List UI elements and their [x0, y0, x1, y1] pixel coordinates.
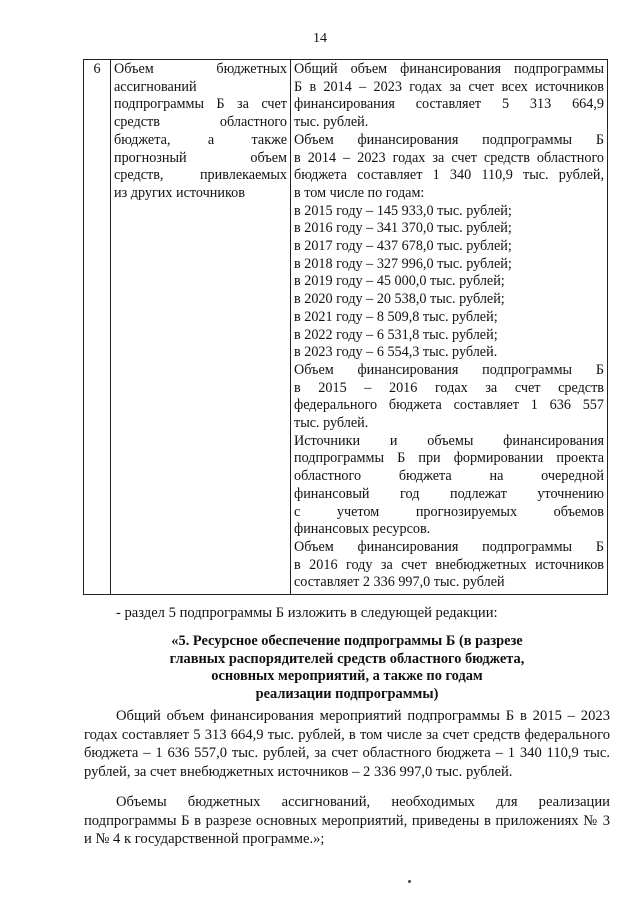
heading-line: основных мероприятий, а также по годам — [211, 668, 483, 685]
content-line: в 2015 – 2016 годах за счет средств — [294, 379, 604, 396]
content-line: Объем финансирования подпрограммы Б — [294, 361, 604, 378]
content-line: областного бюджета на очередной — [294, 468, 604, 485]
content-line: бюджета составляет 1 340 110,9 тыс. рублей, — [294, 167, 604, 184]
table-row — [84, 60, 608, 595]
content-line: Объем финансирования подпрограммы Б — [294, 131, 604, 148]
content-line: тыс. рублей. — [294, 114, 369, 131]
content-line: в 2019 году – 45 000,0 тыс. рублей; — [294, 273, 505, 290]
content-line: финансовый год подлежат уточнению — [294, 485, 604, 502]
content-line: в 2020 году – 20 538,0 тыс. рублей; — [294, 291, 505, 308]
content-line: в 2022 году – 6 531,8 тыс. рублей; — [294, 326, 498, 343]
row-content — [291, 60, 608, 595]
content-line: составляет 2 336 997,0 тыс. рублей — [294, 574, 505, 591]
label-line: средств областного — [114, 114, 287, 131]
label-line: ассигнований — [114, 78, 197, 95]
content-line: в 2021 году – 8 509,8 тыс. рублей; — [294, 308, 498, 325]
heading-line: «5. Ресурсное обеспечение подпрограммы Б (в разрезе — [171, 633, 523, 649]
content-line: подпрограммы Б при формировании проекта — [294, 450, 604, 467]
heading-line: главных распорядителей средств областного бюджета, — [169, 650, 525, 667]
content-line: в 2015 году – 145 933,0 тыс. рублей; — [294, 202, 512, 219]
appendix-reference-paragraph: Объемы бюджетных ассигнований, необходимых для реализации подпрограммы Б в разрезе основных мероприятий, приведены в приложениях № 3 и № 4 к государственной программе.»; — [84, 794, 610, 847]
content-line: в 2016 году за счет внебюджетных источников — [294, 556, 604, 573]
content-line: Источники и объемы финансирования — [294, 432, 604, 449]
content-line: Б в 2014 – 2023 годах за счет всех источников — [294, 78, 604, 95]
content-line: федерального бюджета составляет 1 636 557 — [294, 397, 604, 414]
content-line: Общий объем финансирования подпрограммы — [294, 61, 604, 77]
content-line: финансирования составляет 5 313 664,9 — [294, 96, 604, 113]
label-line: бюджета, а также — [114, 131, 287, 148]
content-line: в 2014 – 2023 годах за счет средств областного — [294, 149, 604, 166]
content-line: в 2017 году – 437 678,0 тыс. рублей; — [294, 238, 512, 255]
amendment-intro: - раздел 5 подпрограммы Б изложить в следующей редакции: — [116, 605, 498, 621]
section-heading — [84, 633, 610, 703]
label-line: средств, привлекаемых — [114, 167, 287, 184]
row-label — [111, 60, 291, 595]
page-number: 14 — [313, 31, 327, 46]
subprogram-passport-table — [83, 59, 608, 595]
heading-line: реализации подпрограммы) — [255, 685, 439, 702]
scan-dot — [408, 880, 411, 883]
content-line: Объем финансирования подпрограммы Б — [294, 538, 604, 555]
content-line: в 2016 году – 341 370,0 тыс. рублей; — [294, 220, 512, 237]
label-line: Объем бюджетных — [114, 61, 287, 77]
content-line: с учетом прогнозируемых объемов — [294, 503, 604, 520]
row-number: 6 — [84, 60, 111, 595]
financing-paragraph: Общий объем финансирования мероприятий подпрограммы Б в 2015 – 2023 годах составляет 5 313 664,9 тыс. рублей, в том числе за счет средств федерального бюджета – 1 636 557,0 тыс. рублей, за счет областного бюджета – 1 340 110,9 тыс. рублей, за счет внебюджетных источников – 2 336 997,0 тыс. рублей. — [84, 708, 610, 780]
label-line: подпрограммы Б за счет — [114, 96, 287, 113]
content-line: в том числе по годам: — [294, 184, 425, 201]
content-line: в 2018 году – 327 996,0 тыс. рублей; — [294, 255, 512, 272]
content-line: в 2023 году – 6 554,3 тыс. рублей. — [294, 344, 498, 361]
label-line: прогнозный объем — [114, 149, 287, 166]
content-line: тыс. рублей. — [294, 415, 369, 432]
label-line: из других источников — [114, 184, 245, 201]
content-line: финансовых ресурсов. — [294, 521, 431, 538]
